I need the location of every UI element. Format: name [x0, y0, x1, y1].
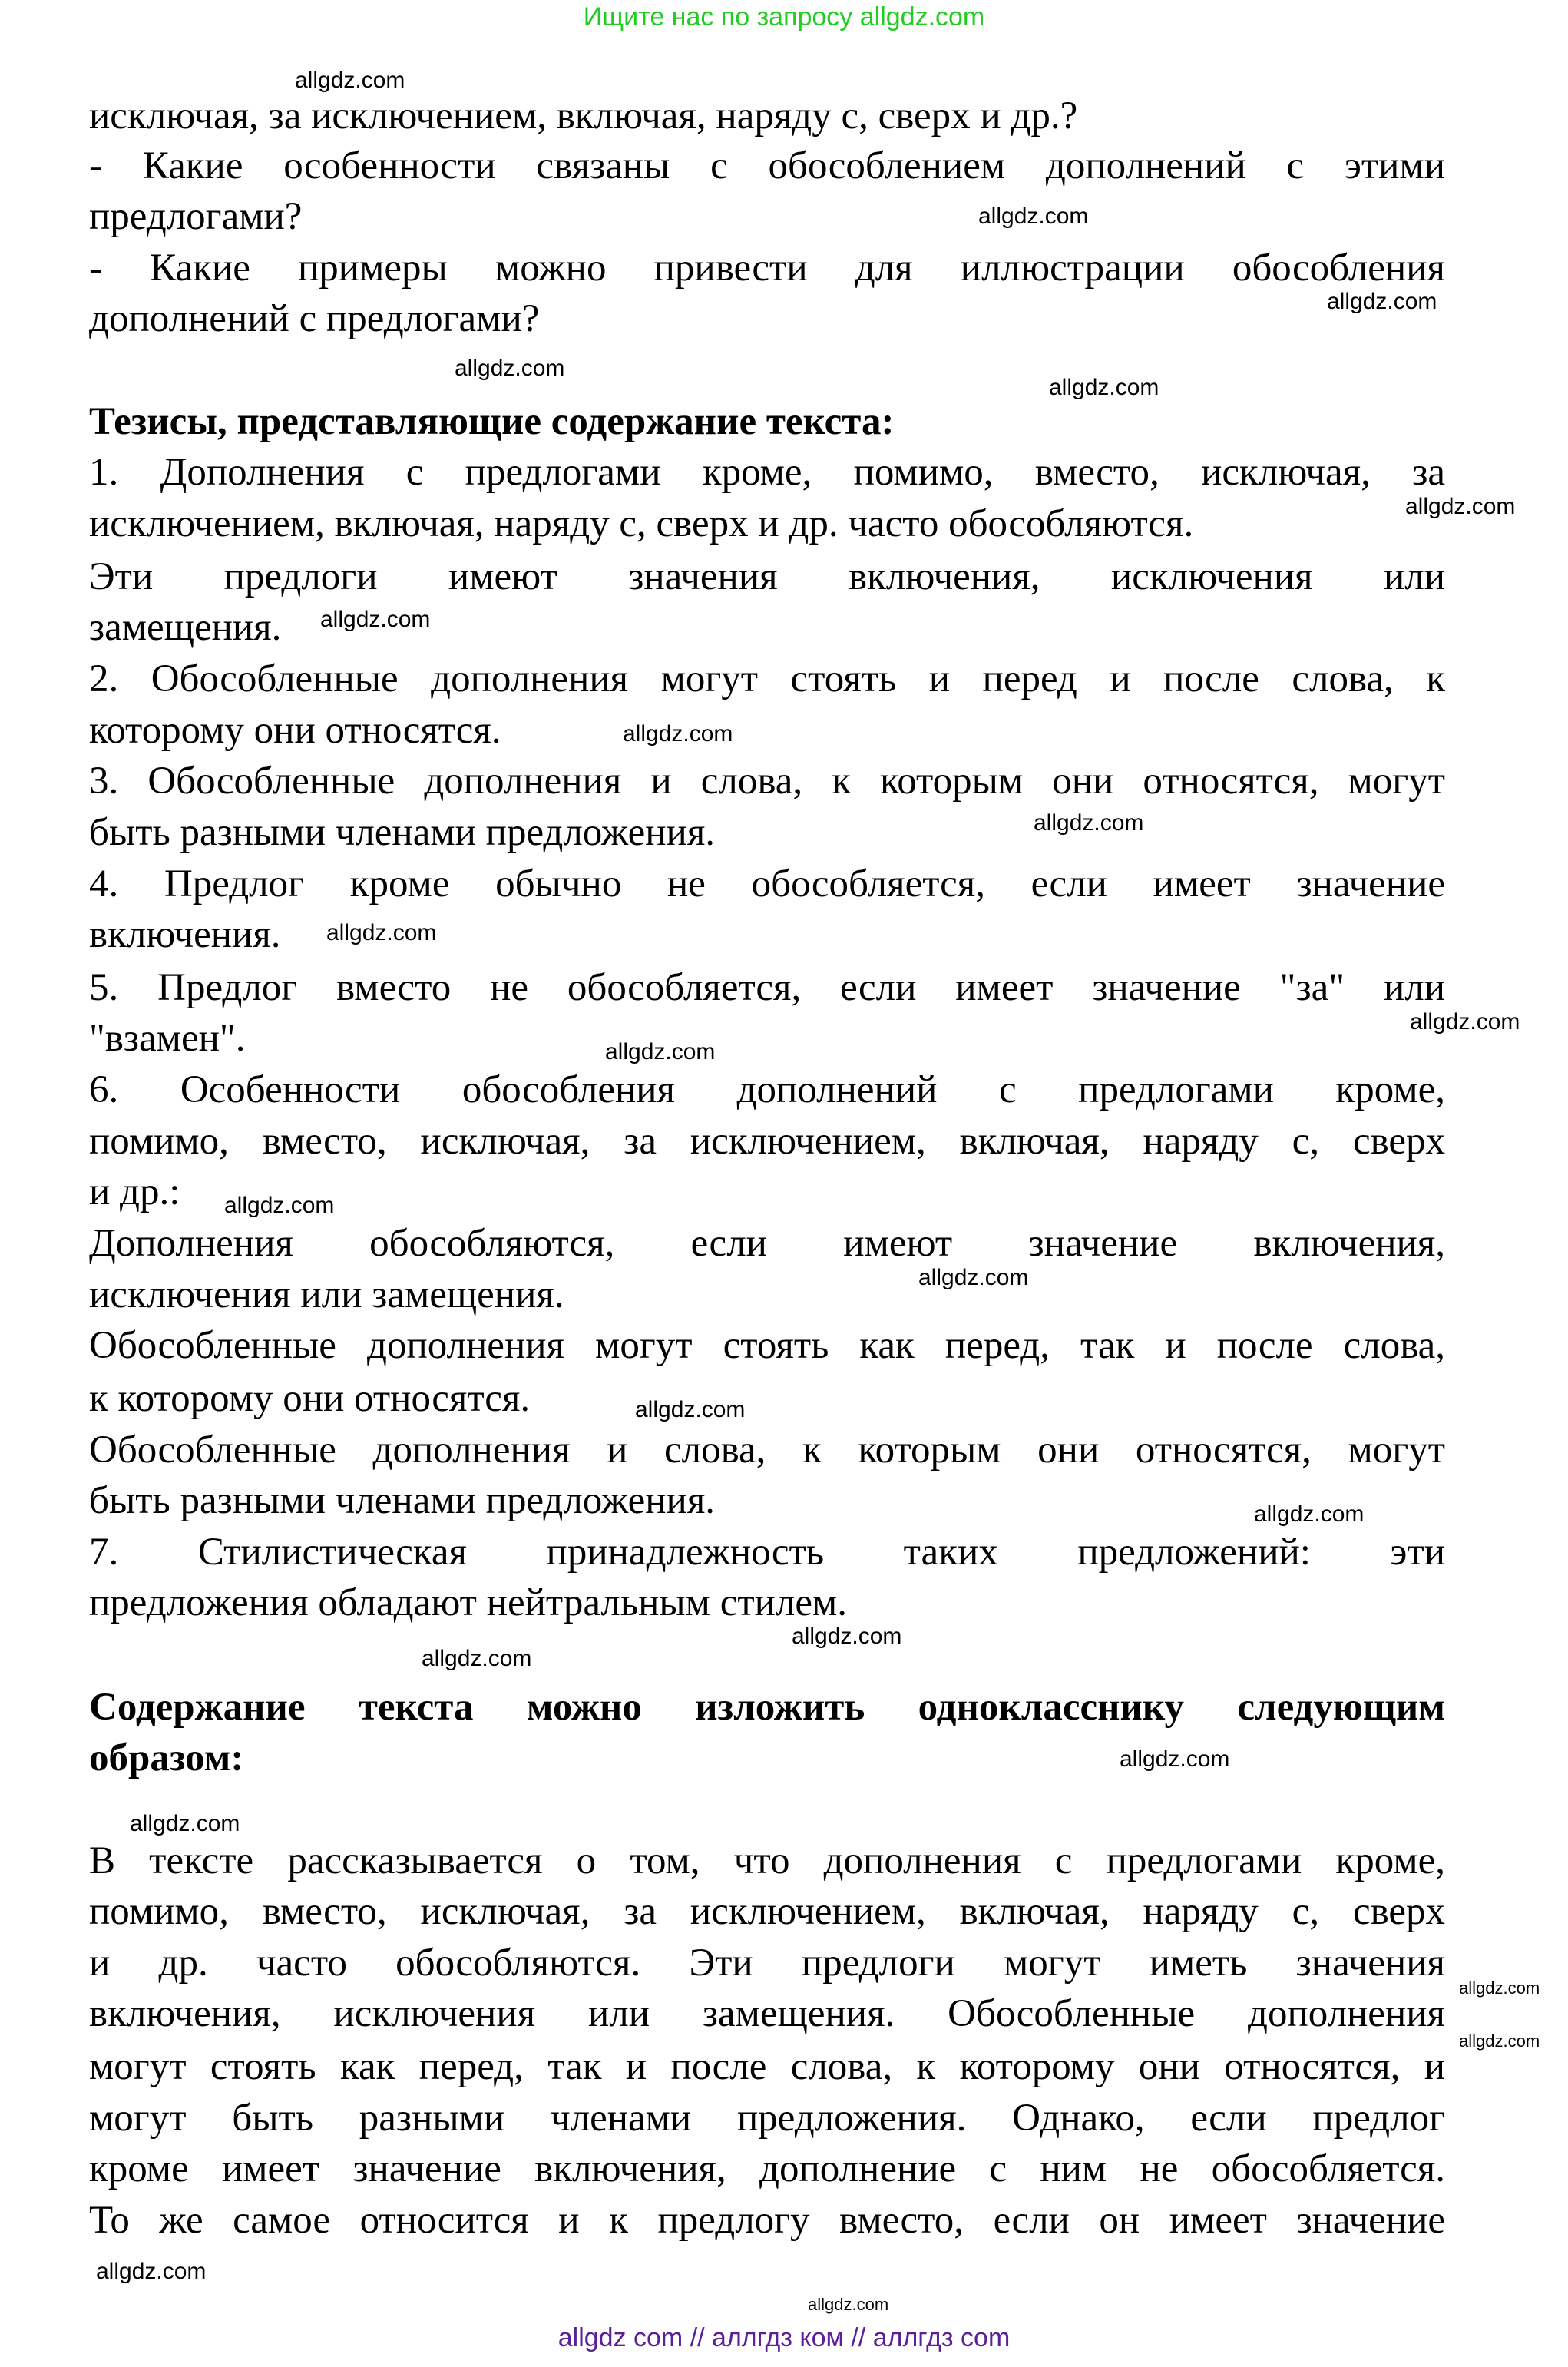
text-line: 6. Особенности обособления дополнений с предлогами кроме, — [89, 1068, 1445, 1111]
watermark: allgdz.com — [130, 1811, 240, 1836]
watermark: allgdz.com — [295, 68, 405, 93]
text-line: помимо, вместо, исключая, за исключением, включая, наряду с, сверх — [89, 1890, 1445, 1933]
text-line: Эти предлоги имеют значения включения, исключения или — [89, 555, 1445, 598]
text-line: быть разными членами предложения. — [89, 1479, 716, 1522]
watermark: allgdz.com — [1254, 1501, 1365, 1527]
watermark: allgdz.com — [224, 1193, 335, 1218]
watermark: allgdz.com — [808, 2295, 889, 2314]
text-line: 7. Стилистическая принадлежность таких предложений: эти — [89, 1531, 1445, 1574]
watermark: allgdz.com — [792, 1624, 902, 1649]
text-line: включения, исключения или замещения. Обособленные дополнения — [89, 1992, 1445, 2035]
footer-banner: allgdz com // аллгдз ком // аллгдз com — [557, 2323, 1011, 2352]
watermark: allgdz.com — [455, 356, 565, 381]
watermark: allgdz.com — [1034, 810, 1144, 836]
text-line: исключения или замещения. — [89, 1273, 564, 1316]
watermark: allgdz.com — [1327, 289, 1437, 314]
section-heading: Тезисы, представляющие содержание текста: — [89, 400, 895, 443]
text-line: То же самое относится и к предлогу вместо, если он имеет значение — [89, 2199, 1445, 2242]
text-line: В тексте рассказывается о том, что дополнения с предлогами кроме, — [89, 1839, 1445, 1882]
text-line: - Какие особенности связаны с обособлением дополнений с этими — [89, 144, 1445, 187]
watermark: allgdz.com — [918, 1265, 1029, 1290]
watermark: allgdz.com — [320, 607, 431, 632]
text-line: помимо, вместо, исключая, за исключением, включая, наряду с, сверх — [89, 1120, 1445, 1163]
text-line: 1. Дополнения с предлогами кроме, помимо, вместо, исключая, за — [89, 451, 1445, 494]
text-line: "взамен". — [89, 1017, 246, 1060]
watermark: allgdz.com — [1459, 2031, 1540, 2051]
text-line: и др.: — [89, 1170, 180, 1213]
text-line: могут быть разными членами предложения. Однако, если предлог — [89, 2097, 1445, 2140]
text-line: и др. часто обособляются. Эти предлоги могут иметь значения — [89, 1942, 1445, 1985]
text-line: предлогами? — [89, 195, 303, 238]
text-line: кроме имеет значение включения, дополнение с ним не обособляется. — [89, 2147, 1445, 2190]
text-line: замещения. — [89, 606, 282, 649]
watermark: allgdz.com — [1410, 1009, 1520, 1035]
text-line: 4. Предлог кроме обычно не обособляется, если имеет значение — [89, 862, 1445, 905]
watermark: allgdz.com — [1049, 375, 1159, 400]
text-line: Обособленные дополнения могут стоять как перед, так и после слова, — [89, 1324, 1445, 1367]
watermark: allgdz.com — [635, 1397, 746, 1422]
section-heading: образом: — [89, 1736, 244, 1779]
search-banner: Ищите нас по запросу allgdz.com — [583, 2, 985, 31]
watermark: allgdz.com — [1405, 494, 1516, 519]
watermark: allgdz.com — [1120, 1746, 1230, 1772]
text-line: Обособленные дополнения и слова, к которым они относятся, могут — [89, 1428, 1445, 1472]
watermark: allgdz.com — [623, 721, 733, 747]
watermark: allgdz.com — [96, 2259, 207, 2284]
text-line: 2. Обособленные дополнения могут стоять и перед и после слова, к — [89, 657, 1445, 700]
section-heading: Содержание текста можно изложить однокласснику следующим — [89, 1686, 1445, 1729]
watermark: allgdz.com — [326, 920, 437, 945]
watermark: allgdz.com — [978, 204, 1089, 229]
text-line: - Какие примеры можно привести для иллюстрации обособления — [89, 247, 1445, 290]
watermark: allgdz.com — [1459, 1978, 1540, 1998]
text-line: исключая, за исключением, включая, наряду с, сверх и др.? — [89, 94, 1078, 137]
watermark: allgdz.com — [605, 1039, 716, 1064]
text-line: 3. Обособленные дополнения и слова, к которым они относятся, могут — [89, 760, 1445, 803]
watermark: allgdz.com — [422, 1646, 532, 1671]
text-line: Дополнения обособляются, если имеют значение включения, — [89, 1222, 1445, 1265]
text-line: исключением, включая, наряду с, сверх и др. часто обособляются. — [89, 502, 1194, 545]
text-line: могут стоять как перед, так и после слова, к которому они относятся, и — [89, 2045, 1445, 2088]
text-line: включения. — [89, 913, 281, 956]
text-line: 5. Предлог вместо не обособляется, если имеет значение "за" или — [89, 966, 1445, 1009]
text-line: быть разными членами предложения. — [89, 811, 716, 854]
text-line: дополнений с предлогами? — [89, 297, 540, 340]
text-line: которому они относятся. — [89, 709, 501, 752]
text-line: к которому они относятся. — [89, 1377, 531, 1420]
text-line: предложения обладают нейтральным стилем. — [89, 1581, 848, 1624]
